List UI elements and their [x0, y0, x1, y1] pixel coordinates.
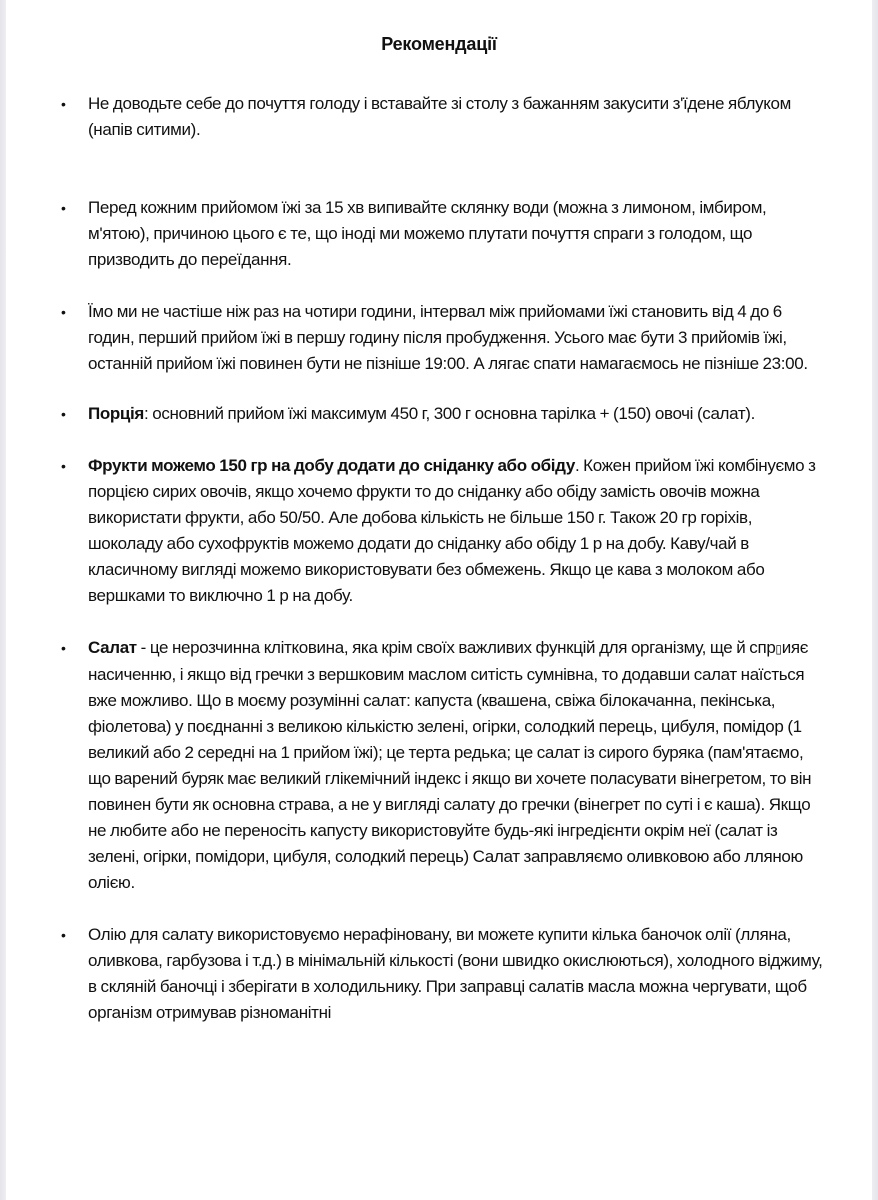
item-text: Не доводьте себе до почуття голоду і вставайте зі столу з бажанням закусити з'їдене яблуком (напів ситими).	[88, 94, 791, 139]
item-text: : основний прийом їжі максимум 450 г, 300 г основна тарілка + (150) овочі (салат).	[143, 404, 755, 423]
list-item	[0, 635, 878, 896]
item-text: Олію для салату використовуємо нерафіновану, ви можете купити кілька баночок олії (лляна, оливкова, гарбузова і т.д.) в мінімальній кількості (вони швидко окислюються), холодного віджиму, в скляній баночці і зберігати в холодильнику. При заправці салатів масла можна чергувати, щоб організм отримував різноманітні	[88, 925, 823, 1022]
item-bold-lead: Фрукти можемо 150 гр на добу додати до сніданку або обіду	[88, 456, 575, 475]
list-item	[0, 195, 878, 273]
bullet-icon: •	[61, 458, 66, 474]
page-title: Рекомендації	[381, 34, 497, 54]
list-item	[0, 91, 878, 143]
list-item	[0, 299, 878, 377]
list-item	[0, 453, 878, 609]
item-text: - це нерозчинна клітковина, яка крім своїх важливих функцій для організму, ще й спр	[136, 638, 776, 657]
recommendations-list	[0, 91, 878, 1026]
bullet-icon: •	[61, 406, 66, 422]
missing-glyph-icon: ▯	[775, 642, 782, 656]
bullet-icon: •	[61, 927, 66, 943]
bullet-icon: •	[61, 200, 66, 216]
item-text-continued: ияє насиченню, і якщо від гречки з вершковим маслом ситість сумнівна, то додавши салат наїсться вже можливо. Що в моєму розумінні салат: капуста (квашена, свіжа білокачанна, пекінська, фіолетова) у поєднанні з великою кількістю зелені, огірки, солодкий перець, цибуля, помідор (1 великий або 2 середні на 1 прийом їжі); це терта редька; це салат із сирого буряка (пам'ятаємо, що варений буряк має великий глікемічний індекс і якщо ви хочете поласувати вінегретом, то він повинен бути як основна страва, а не у вигляді салату до гречки (вінегрет по суті і є каша). Якщо не любите або не переносіть капусту використовуйте будь-які інгредієнти окрім неї (салат із зелені, огірки, помідори, цибуля, солодкий перець) Салат заправляємо оливковою або лляною олією.	[88, 638, 812, 892]
list-item	[0, 922, 878, 1026]
bullet-icon: •	[61, 96, 66, 112]
item-text: Перед кожним прийомом їжі за 15 хв випивайте склянку води (можна з лимоном, імбиром, м'ятою), причиною цього є те, що іноді ми можемо плутати почуття спраги з голодом, що призводить до переїдання.	[88, 198, 767, 269]
bullet-icon: •	[61, 640, 66, 656]
item-bold-lead: Салат	[88, 638, 137, 657]
item-bold-lead: Порція	[88, 404, 144, 423]
item-text: . Кожен прийом їжі комбінуємо з порцією сирих овочів, якщо хочемо фрукти то до сніданку або обіду замість овочів можна використати фрукти, або 50/50. Але добова кількість не більше 150 г. Також 20 гр горіхів, шоколаду або сухофруктів можемо додати до сніданку або обіду 1 р на добу. Каву/чай в класичному вигляді можемо використовувати без обмежень. Якщо це кава з молоком або вершками то виключно 1 р на добу.	[88, 456, 816, 605]
item-text: Їмо ми не частіше ніж раз на чотири години, інтервал між прийомами їжі становить від 4 до 6 годин, перший прийом їжі в першу годину після пробудження. Усього має бути 3 прийомів їжі, останній прийом їжі повинен бути не пізніше 19:00. А лягає спати намагаємось не пізніше 23:00.	[88, 302, 808, 373]
list-item	[0, 401, 878, 427]
bullet-icon: •	[61, 304, 66, 320]
